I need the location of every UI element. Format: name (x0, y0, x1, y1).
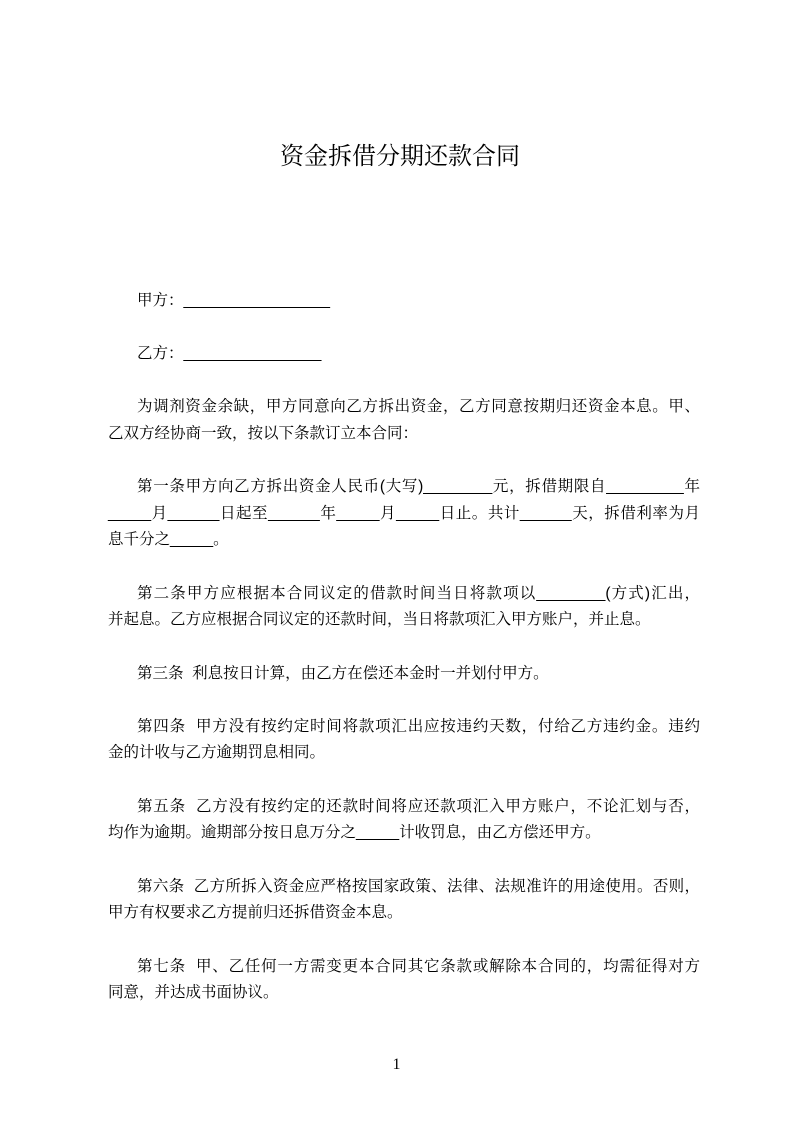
article-6 (108, 874, 700, 927)
article-5-line: 均作为逾期。逾期部分按日息万分之_____计收罚息，由乙方偿还甲方。 (108, 824, 601, 842)
article-1-line: _____月______日起至______年_____月_____日止。共计______天，拆借利率为月 (108, 504, 700, 522)
preamble-line: 乙双方经协商一致，按以下条款订立本合同： (108, 424, 419, 442)
article-4-line: 第四条 甲方没有按约定时间将款项汇出应按违约天数，付给乙方违约金。违约 (137, 717, 700, 735)
article-7 (108, 954, 700, 1007)
article-1-line: 第一条甲方向乙方拆出资金人民币(大写)________元，拆借期限自_________年 (137, 478, 700, 496)
article-3-line: 第三条 利息按日计算，由乙方在偿还本金时一并划付甲方。 (137, 664, 549, 682)
party-b-line: 乙方：________________ (137, 344, 322, 362)
article-7-line: 第七条 甲、乙任何一方需变更本合同其它条款或解除本合同的，均需征得对方 (137, 957, 700, 975)
preamble (108, 394, 700, 447)
article-3 (108, 661, 700, 688)
party-a (108, 288, 700, 315)
article-5-line: 第五条 乙方没有按约定的还款时间将应还款项汇入甲方账户，不论汇划与否， (137, 797, 700, 815)
article-1 (108, 474, 700, 554)
article-2-line: 第二条甲方应根据本合同议定的借款时间当日将款项以________(方式)汇出， (137, 584, 700, 602)
party-b (108, 341, 700, 368)
article-4 (108, 714, 700, 767)
preamble-line: 为调剂资金余缺，甲方同意向乙方拆出资金，乙方同意按期归还资金本息。甲、 (137, 398, 700, 416)
article-4-line: 金的计收与乙方逾期罚息相同。 (108, 744, 326, 762)
page-number: 1 (392, 1056, 401, 1073)
article-2 (108, 581, 700, 634)
contract-body (108, 288, 700, 1007)
article-6-line: 甲方有权要求乙方提前归还拆借资金本息。 (108, 904, 403, 922)
contract-title: 资金拆借分期还款合同 (280, 143, 520, 170)
article-5 (108, 794, 700, 847)
article-2-line: 并起息。乙方应根据合同议定的还款时间，当日将款项汇入甲方账户，并止息。 (108, 611, 651, 629)
party-a-line: 甲方：_________________ (137, 291, 331, 309)
article-7-line: 同意，并达成书面协议。 (108, 984, 279, 1002)
article-6-line: 第六条 乙方所拆入资金应严格按国家政策、法律、法规准许的用途使用。否则， (137, 877, 700, 895)
article-1-line: 息千分之_____。 (108, 531, 229, 549)
